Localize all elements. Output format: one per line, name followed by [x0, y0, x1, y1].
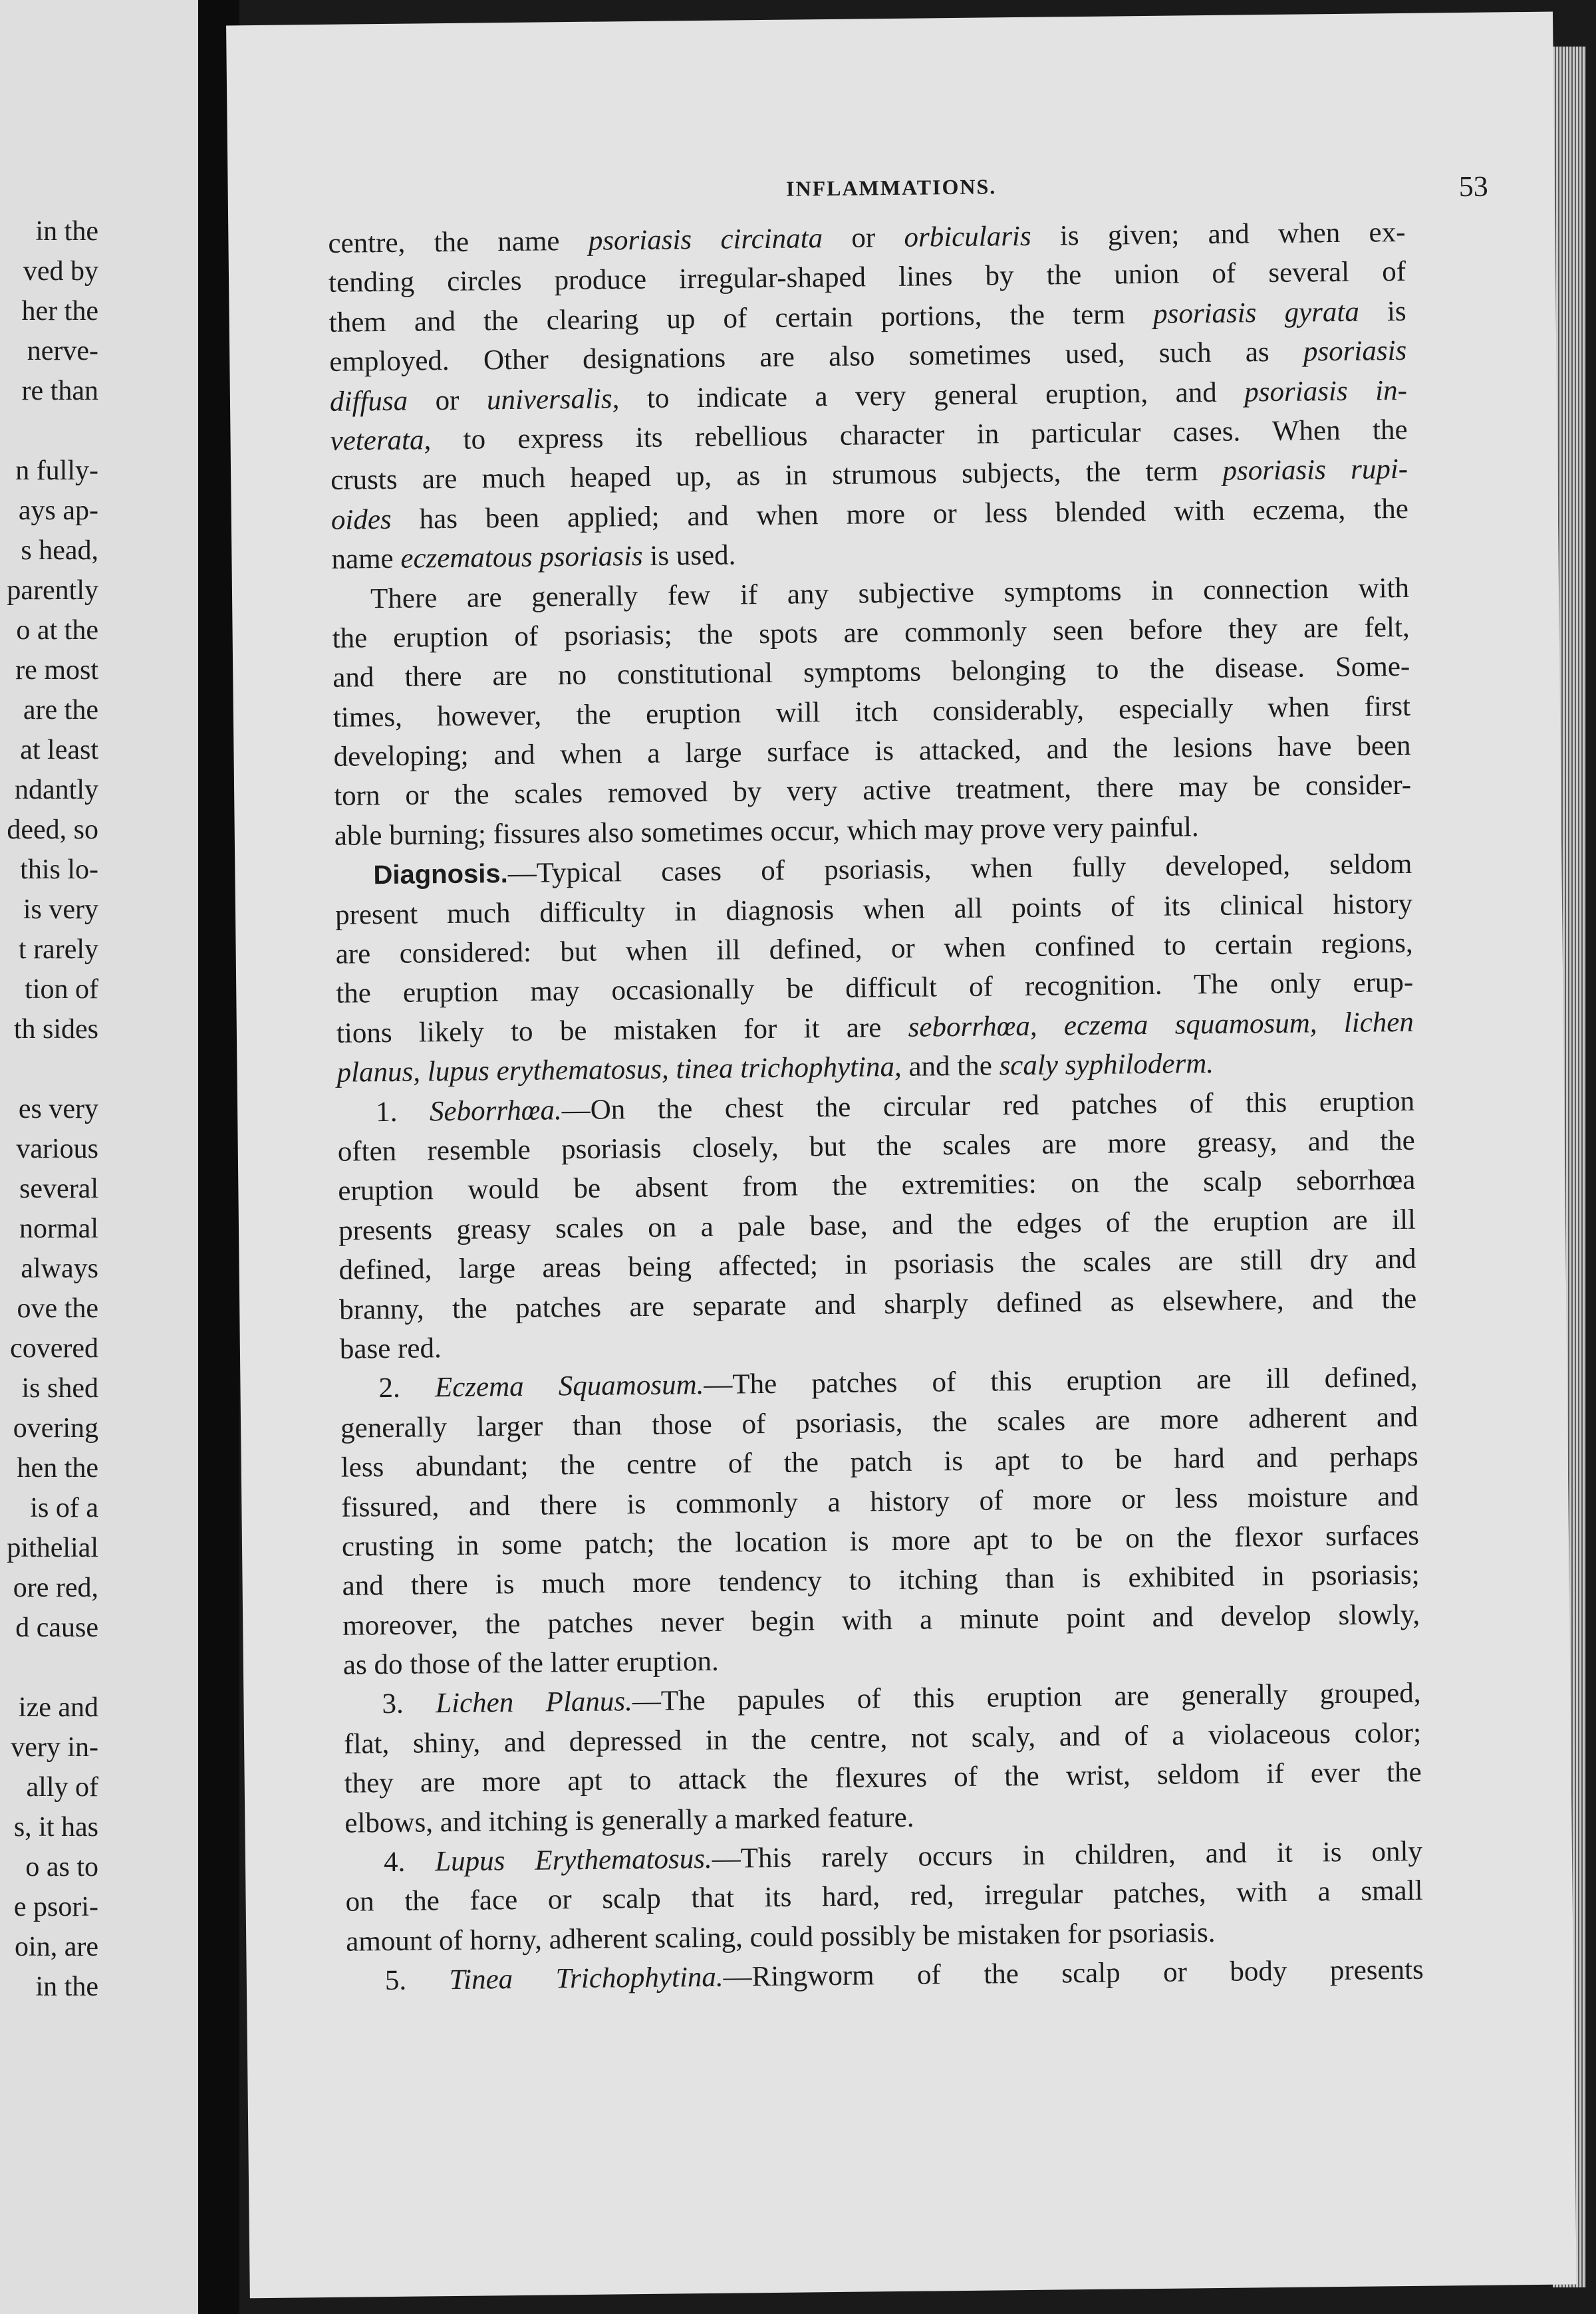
- left-page-line: is very: [23, 894, 98, 925]
- text-segment: —On the chest the circular red patches of this eruption: [561, 1085, 1415, 1126]
- left-page-line: her the: [21, 296, 98, 326]
- italic-term: psoriasis gyrata: [1152, 296, 1360, 330]
- left-page-line: d cause: [15, 1612, 98, 1643]
- left-page-line: [0, 411, 98, 451]
- italic-term: diffusa: [329, 385, 408, 418]
- left-page-line: e psori-: [13, 1892, 98, 1922]
- text-segment: and there is much more tendency to itching than is exhibited in psoriasis;: [342, 1559, 1420, 1603]
- italic-term: psoriasis rupi-: [1222, 453, 1408, 487]
- text-segment: torn or the scales removed by very active treatment, there may be consider-: [333, 769, 1412, 813]
- left-page-line: at least: [20, 735, 98, 765]
- text-segment: generally larger than those of psoriasis, the scales are more adherent and: [340, 1401, 1418, 1444]
- text-segment: often resemble psoriasis closely, but the scales are more greasy, and the: [337, 1124, 1415, 1168]
- left-page-line: o at the: [16, 615, 98, 646]
- left-page-line: this lo-: [20, 854, 98, 885]
- text-segment: less abundant; the centre of the patch is apt to be hard and perhaps: [340, 1440, 1418, 1483]
- left-page-line: covered: [10, 1333, 98, 1364]
- text-segment: and the: [901, 1050, 999, 1083]
- left-page-line: pithelial: [7, 1533, 98, 1563]
- text-segment: present much difficulty in diagnosis when all points of its clinical history: [334, 888, 1413, 931]
- left-page-line: s, it has: [13, 1812, 98, 1843]
- left-page-line: oin, are: [15, 1932, 98, 1962]
- body-text: [328, 213, 1424, 2001]
- italic-term: Tinea Trichophytina.: [449, 1961, 724, 1996]
- left-page-line: th sides: [13, 1014, 98, 1045]
- text-segment: amount of horny, adherent scaling, could possibly be mistaken for psoriasis.: [345, 1916, 1216, 1958]
- left-page-line: always: [21, 1253, 98, 1284]
- text-segment: or: [407, 384, 487, 417]
- left-page-line: in the: [35, 1972, 98, 2002]
- left-page-line: ays ap-: [18, 495, 98, 526]
- left-page-line: s head,: [21, 535, 98, 566]
- left-page-line: o as to: [25, 1852, 98, 1882]
- left-page-line: [0, 1049, 98, 1089]
- text-segment: defined, large areas being affected; in psoriasis the scales are still dry and: [338, 1243, 1416, 1286]
- text-segment: has been applied; and when more or less blended with eczema, the: [391, 493, 1409, 535]
- left-page-line: [0, 1648, 98, 1688]
- italic-term: Seborrhœa.: [429, 1094, 562, 1127]
- section-heading: Diagnosis.: [373, 859, 508, 890]
- text-segment: —Typical cases of psoriasis, when fully developed, seldom: [507, 848, 1412, 890]
- left-page-line: parently: [7, 575, 98, 606]
- left-page-fragment: [0, 0, 198, 2314]
- left-page-line: hen the: [17, 1453, 98, 1483]
- text-segment: is given; and when ex-: [1031, 216, 1406, 252]
- left-page-line: ize and: [18, 1692, 98, 1723]
- text-segment: times, however, the eruption will itch considerably, especially when first: [332, 690, 1411, 733]
- left-page-line: overing: [13, 1413, 98, 1444]
- italic-term: eczematous psoriasis: [400, 541, 643, 575]
- italic-term: psoriasis circinata: [588, 223, 823, 257]
- italic-term: seborrhœa, eczema squamosum, lichen: [908, 1006, 1414, 1043]
- left-page-line: tion of: [25, 974, 98, 1005]
- italic-term: oides: [331, 503, 392, 536]
- text-segment: able burning; fissures also sometimes occur, which may prove very painful.: [334, 811, 1199, 852]
- text-segment: 1.: [375, 1095, 430, 1128]
- text-segment: the eruption of psoriasis; the spots are commonly seen before they are felt,: [332, 611, 1410, 654]
- italic-term: Eczema Squamosum.: [434, 1369, 704, 1404]
- italic-term: psoriasis in-: [1244, 374, 1408, 408]
- italic-term: Lupus Erythematosus.: [435, 1843, 712, 1878]
- text-segment: them and the clearing up of certain portions, the term: [329, 298, 1154, 338]
- italic-term: universalis,: [486, 382, 620, 416]
- left-page-line: in the: [35, 216, 98, 247]
- text-segment: employed. Other designations are also sometimes used, such as: [329, 336, 1304, 378]
- text-segment: as do those of the latter eruption.: [342, 1645, 719, 1681]
- left-page-line: ally of: [26, 1772, 98, 1803]
- text-segment: —The patches of this eruption are ill defined,: [704, 1362, 1418, 1401]
- text-segment: branny, the patches are separate and sharply defined as elsewhere, and the: [339, 1283, 1417, 1326]
- text-segment: —The papules of this eruption are generally grouped,: [632, 1678, 1421, 1718]
- left-page-line: is shed: [21, 1373, 98, 1404]
- italic-term: scaly syphiloderm.: [999, 1048, 1214, 1082]
- text-segment: presents greasy scales on a pale base, and the edges of the eruption are ill: [338, 1204, 1416, 1247]
- italic-term: Lichen Planus.: [435, 1686, 633, 1720]
- text-segment: 2.: [378, 1372, 436, 1404]
- left-page-line: re most: [15, 655, 98, 686]
- left-page-line: es very: [18, 1094, 98, 1124]
- italic-term: psoriasis: [1303, 335, 1407, 368]
- left-page-line: re than: [21, 376, 98, 406]
- right-page: [226, 12, 1577, 2299]
- text-segment: fissured, and there is commonly a history of more or less moisture and: [341, 1480, 1419, 1523]
- text-segment: name: [331, 543, 401, 575]
- text-segment: crusting in some patch; the location is more apt to be on the flexor surfaces: [341, 1519, 1420, 1563]
- page-number: 53: [1458, 170, 1488, 203]
- italic-term: veterata,: [330, 424, 432, 457]
- left-page-line: is of a: [30, 1493, 98, 1523]
- text-segment: elbows, and itching is generally a marked feature.: [344, 1801, 914, 1839]
- text-segment: —This rarely occurs in children, and it is only: [712, 1835, 1423, 1874]
- left-page-line: ove the: [17, 1293, 98, 1324]
- text-segment: is: [1359, 295, 1406, 328]
- text-segment: 3.: [382, 1688, 436, 1720]
- left-page-line: n fully-: [15, 455, 98, 486]
- left-page-line: several: [19, 1174, 98, 1204]
- text-segment: 4.: [383, 1846, 436, 1878]
- text-segment: flat, shiny, and depressed in the centre, not scaly, and of a violaceous color;: [343, 1717, 1422, 1760]
- text-segment: or: [822, 221, 904, 255]
- left-page-text-column: [0, 211, 98, 2007]
- left-page-line: ved by: [23, 256, 98, 287]
- text-segment: moreover, the patches never begin with a minute point and develop slowly,: [342, 1599, 1420, 1642]
- text-segment: to express its rebellious character in particular cases. When the: [430, 414, 1408, 456]
- italic-term: orbicularis: [904, 220, 1031, 253]
- text-segment: and there are no constitutional symptoms belonging to the disease. Some-: [332, 651, 1410, 694]
- left-page-line: very in-: [11, 1732, 98, 1763]
- left-page-line: are the: [23, 695, 98, 725]
- text-segment: are considered: but when ill defined, or when confined to certain regions,: [335, 927, 1413, 970]
- text-segment: to indicate a very general eruption, and: [619, 376, 1245, 414]
- text-segment: on the face or scalp that its hard, red, irregular patches, with a small: [345, 1875, 1423, 1918]
- text-segment: tending circles produce irregular-shaped lines by the union of several of: [328, 256, 1406, 299]
- text-segment: 5.: [384, 1964, 450, 1997]
- left-page-line: various: [16, 1134, 98, 1164]
- text-segment: they are more apt to attack the flexures of the wrist, seldom if ever the: [344, 1757, 1422, 1799]
- text-segment: crusts are much heaped up, as in strumous subjects, the term: [330, 455, 1223, 497]
- text-segment: tions likely to be mistaken for it are: [336, 1011, 908, 1049]
- text-segment: centre, the name: [328, 225, 589, 259]
- text-segment: the eruption may occasionally be difficult of recognition. The only erup-: [336, 967, 1414, 1010]
- text-segment: is used.: [642, 539, 736, 573]
- text-segment: There are generally few if any subjective symptoms in connection with: [370, 572, 1410, 614]
- text-segment: eruption would be absent from the extremities: on the scalp seborrhœa: [338, 1164, 1416, 1208]
- left-page-line: normal: [19, 1214, 98, 1244]
- text-segment: developing; and when a large surface is attacked, and the lesions have been: [333, 729, 1411, 773]
- text-segment: base red.: [339, 1333, 442, 1365]
- italic-term: planus, lupus erythematosus, tinea trichophytina,: [336, 1051, 902, 1089]
- left-page-line: deed, so: [7, 815, 98, 845]
- running-head: INFLAMMATIONS.: [785, 174, 997, 201]
- left-page-line: nerve-: [27, 336, 98, 366]
- left-page-line: t rarely: [18, 934, 98, 965]
- text-segment: —Ringworm of the scalp or body presents: [723, 1954, 1424, 1993]
- left-page-line: ndantly: [15, 775, 98, 805]
- left-page-line: ore red,: [13, 1573, 98, 1603]
